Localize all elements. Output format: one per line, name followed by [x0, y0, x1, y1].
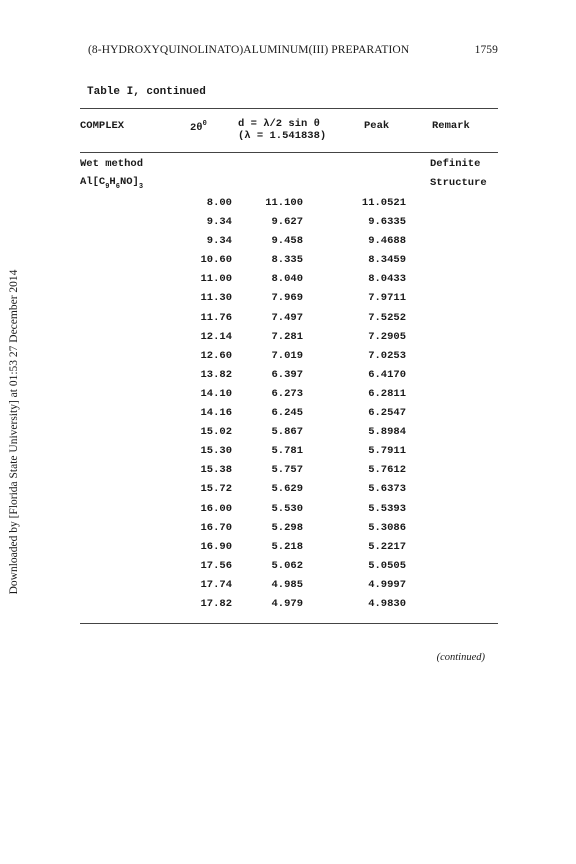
cell-d-spacing: 5.298: [271, 521, 303, 534]
table-top-rule: [80, 108, 498, 109]
table-bottom-rule: [80, 623, 498, 624]
table-row: [0, 273, 576, 292]
cell-d-spacing: 7.969: [271, 292, 303, 305]
running-head-title: (8-HYDROXYQUINOLINATO)ALUMINUM(III) PREPARATION: [88, 44, 410, 56]
cell-peak: 5.5393: [368, 502, 406, 515]
cell-two-theta: 17.82: [200, 597, 232, 610]
remark-line-1: Definite: [430, 158, 481, 170]
cell-two-theta: 11.30: [200, 292, 232, 305]
cell-d-spacing: 4.979: [271, 597, 303, 610]
table-row: [0, 541, 576, 560]
table-row: [0, 331, 576, 350]
cell-two-theta: 9.34: [206, 235, 232, 248]
formula-prefix: Al[C: [80, 176, 106, 188]
cell-peak: 11.0521: [361, 197, 406, 209]
running-head: [88, 44, 498, 56]
cell-d-spacing: 5.867: [271, 426, 303, 439]
cell-two-theta: 14.16: [200, 407, 232, 420]
cell-d-spacing: 4.985: [271, 578, 303, 591]
complex-formula: [80, 176, 143, 191]
table-row: [0, 426, 576, 445]
cell-peak: 5.0505: [368, 559, 406, 572]
table-row: [0, 598, 576, 617]
cell-two-theta: 16.90: [200, 540, 232, 553]
cell-two-theta: 8.00: [206, 197, 232, 209]
cell-peak: 5.6373: [368, 483, 406, 496]
cell-peak: 6.2811: [368, 387, 406, 400]
cell-two-theta: 15.30: [200, 445, 232, 458]
table-row: [0, 197, 576, 216]
cell-two-theta: 12.60: [200, 349, 232, 362]
cell-d-spacing: 9.627: [271, 216, 303, 229]
cell-peak: 5.3086: [368, 521, 406, 534]
cell-peak: 7.2905: [368, 330, 406, 343]
continued-note: (continued): [436, 652, 485, 663]
cell-two-theta: 16.00: [200, 502, 232, 515]
cell-peak: 7.9711: [368, 292, 406, 305]
table-row: [0, 579, 576, 598]
cell-peak: 6.4170: [368, 368, 406, 381]
formula-sub-3: 3: [138, 183, 144, 191]
cell-peak: 4.9997: [368, 578, 406, 591]
table-header-rule: [80, 152, 498, 153]
header-remark: Remark: [432, 120, 470, 132]
cell-peak: 9.4688: [368, 235, 406, 248]
cell-two-theta: 14.10: [200, 387, 232, 400]
group-label: Wet method: [80, 158, 144, 170]
cell-peak: 8.0433: [368, 273, 406, 286]
table-row: [0, 292, 576, 311]
cell-d-spacing: 6.273: [271, 387, 303, 400]
formula-sub-1: 9: [105, 183, 110, 191]
cell-two-theta: 15.38: [200, 464, 232, 477]
cell-peak: 9.6335: [368, 216, 406, 229]
cell-peak: 6.2547: [368, 407, 406, 420]
cell-peak: 5.8984: [368, 426, 406, 439]
cell-d-spacing: 6.397: [271, 368, 303, 381]
cell-d-spacing: 7.497: [271, 311, 303, 324]
header-two-theta-degree: 0: [202, 120, 207, 128]
cell-d-spacing: 9.458: [271, 235, 303, 248]
cell-d-spacing: 5.218: [271, 540, 303, 553]
table-row: [0, 388, 576, 407]
cell-peak: 4.9830: [368, 597, 406, 610]
cell-peak: 7.5252: [368, 311, 406, 324]
table-row: [0, 522, 576, 541]
cell-two-theta: 11.00: [200, 273, 232, 286]
cell-d-spacing: 5.530: [271, 502, 303, 515]
cell-d-spacing: 6.245: [271, 407, 303, 420]
cell-two-theta: 12.14: [200, 330, 232, 343]
cell-two-theta: 11.76: [200, 311, 232, 324]
table-row: [0, 350, 576, 369]
header-peak: Peak: [364, 120, 390, 132]
cell-peak: 5.2217: [368, 540, 406, 553]
remark-line-2: Structure: [430, 177, 487, 189]
header-d-lambda: (λ = 1.541838): [238, 130, 327, 142]
cell-two-theta: 17.74: [200, 578, 232, 591]
table-row: [0, 464, 576, 483]
download-watermark: Downloaded by [Florida State University] at 01:53 27 December 2014: [8, 269, 20, 595]
cell-two-theta: 13.82: [200, 368, 232, 381]
cell-d-spacing: 5.062: [271, 559, 303, 572]
header-two-theta-text: 2θ: [190, 122, 203, 134]
table-row: [0, 407, 576, 426]
cell-two-theta: 16.70: [200, 521, 232, 534]
cell-d-spacing: 5.781: [271, 445, 303, 458]
table-row: [0, 369, 576, 388]
cell-two-theta: 17.56: [200, 559, 232, 572]
cell-d-spacing: 8.335: [271, 254, 303, 267]
table-row: [0, 235, 576, 254]
table-body: [0, 197, 576, 617]
cell-peak: 5.7612: [368, 464, 406, 477]
cell-d-spacing: 5.757: [271, 464, 303, 477]
header-two-theta: [190, 120, 207, 134]
cell-d-spacing: 7.281: [271, 330, 303, 343]
cell-d-spacing: 5.629: [271, 483, 303, 496]
cell-d-spacing: 7.019: [271, 349, 303, 362]
formula-no: NO]: [119, 176, 139, 188]
table-row: [0, 254, 576, 273]
header-d-formula: d = λ/2 sin θ: [238, 118, 320, 130]
table-caption: Table I, continued: [87, 86, 206, 98]
cell-two-theta: 9.34: [206, 216, 232, 229]
header-d-spacing: [238, 118, 326, 142]
header-complex: COMPLEX: [80, 120, 125, 132]
cell-d-spacing: 8.040: [271, 273, 303, 286]
cell-peak: 7.0253: [368, 349, 406, 362]
table-row: [0, 560, 576, 579]
cell-two-theta: 15.72: [200, 483, 232, 496]
formula-h: H: [109, 176, 116, 188]
formula-sub-2: 6: [115, 183, 120, 191]
table-row: [0, 216, 576, 235]
cell-peak: 5.7911: [368, 445, 406, 458]
cell-d-spacing: 11.100: [265, 197, 303, 209]
table-row: [0, 445, 576, 464]
cell-peak: 8.3459: [368, 254, 406, 267]
table-row: [0, 483, 576, 502]
cell-two-theta: 10.60: [200, 254, 232, 267]
table-row: [0, 503, 576, 522]
table-row: [0, 312, 576, 331]
page-number: 1759: [474, 44, 498, 56]
cell-two-theta: 15.02: [200, 426, 232, 439]
